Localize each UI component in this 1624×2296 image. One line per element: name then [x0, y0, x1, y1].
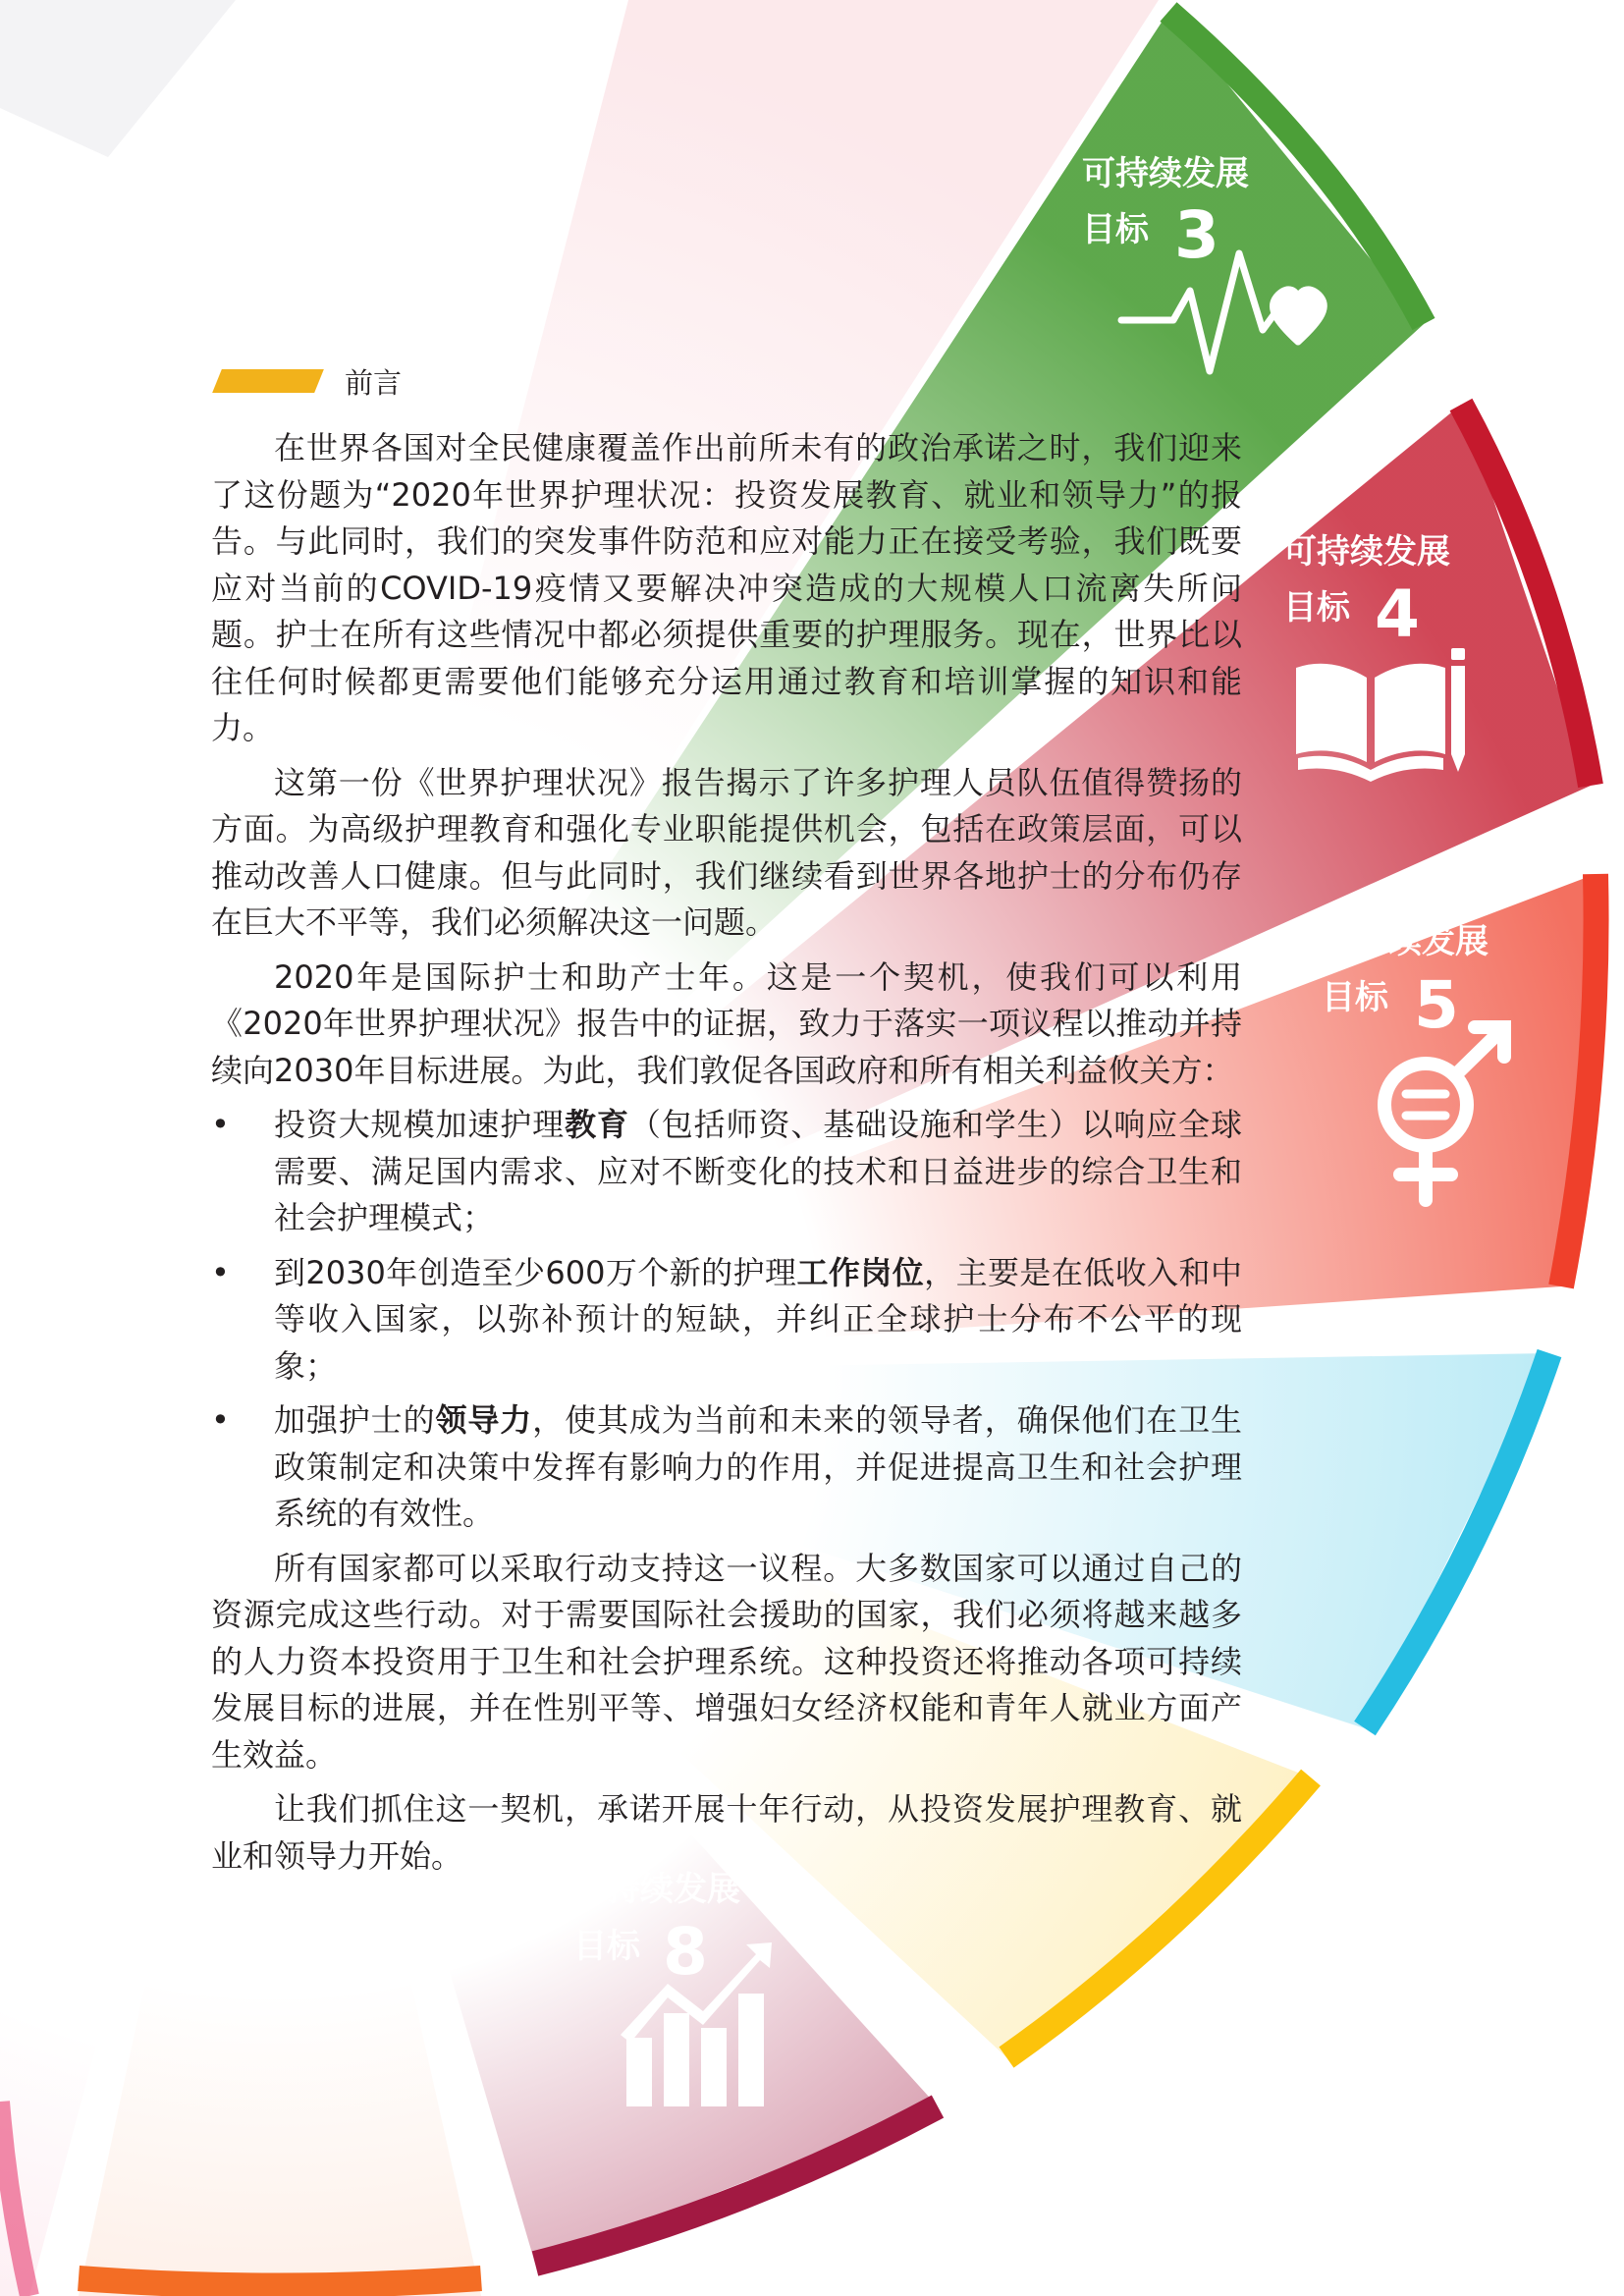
bold-keyword: 工作岗位: [796, 1253, 925, 1291]
bold-keyword: 领导力: [435, 1401, 533, 1439]
section-heading: [211, 361, 402, 401]
sdg4-prefix: 目标: [1283, 588, 1350, 628]
sdg4-label: 可持续发展: [1283, 532, 1450, 572]
paragraph-3: 2020年是国际护士和助产士年。这是一个契机，使我们可以利用《2020年世界护理状况》报告中的证据，致力于落实一项议程以推动并持续向2030年目标进展。为此，我们敦促各国政府和所有相关利益攸关方：: [211, 957, 1242, 1089]
bullet-dot: •: [211, 1253, 230, 1291]
sdg8-number: 8: [663, 1914, 708, 1990]
heading-text: 前言: [345, 365, 403, 400]
paragraph-4: 所有国家都可以采取行动支持这一议程。大多数国家可以通过自己的资源完成这些行动。对于需要国际社会援助的国家，我们必须将越来越多的人力资本投资用于卫生和社会护理系统。这种投资还将推动各项可持续发展目标的进展，并在性别平等、增强妇女经济权能和青年人就业方面产生效益。: [211, 1549, 1242, 1774]
sdg5-label: 可持续发展: [1322, 922, 1489, 961]
bullet-dot: •: [211, 1401, 230, 1439]
top-left-shape: [0, 0, 236, 157]
sdg3-prefix: 目标: [1082, 210, 1149, 249]
paragraph-2: 这第一份《世界护理状况》报告揭示了许多护理人员队伍值得赞扬的方面。为高级护理教育和强化专业职能提供机会，包括在政策层面，可以推动改善人口健康。但与此同时，我们继续看到世界各地护士的分布仍存在巨大不平等，我们必须解决这一问题。: [211, 763, 1242, 941]
bold-keyword: 教育: [565, 1106, 629, 1143]
sdg5-number: 5: [1414, 967, 1459, 1043]
paragraph-1: 在世界各国对全民健康覆盖作出前所未有的政治承诺之时，我们迎来了这份题为“2020年世界护理状况：投资发展教育、就业和领导力”的报告。与此同时，我们的突发事件防范和应对能力正在接受考验，我们既要应对当前的COVID-19疫情又要解决冲突造成的大规模人口流离失所问题。护士在所有这些情况中都必须提供重要的护理服务。现在，世界比以往任何时候都更需要他们能够充分运用通过教育和培训掌握的知识和能力。: [211, 429, 1242, 746]
arc-orange: [79, 2278, 481, 2286]
paragraph-5: 让我们抓住这一契机，承诺开展十年行动，从投资发展护理教育、就业和领导力开始。: [211, 1790, 1242, 1875]
sdg4-number: 4: [1375, 576, 1420, 652]
sdg3-label: 可持续发展: [1082, 154, 1249, 193]
sdg5-prefix: 目标: [1322, 978, 1388, 1017]
list-item: • 到2030年创造至少600万个新的护理工作岗位，主要是在低收入和中等收入国家，以弥补预计的短缺，并纠正全球护士分布不公平的现象；: [211, 1250, 1242, 1391]
bullet-dot: •: [211, 1106, 230, 1143]
heading-accent-bar: [212, 369, 324, 393]
list-item: • 投资大规模加速护理教育（包括师资、基础设施和学生）以响应全球需要、满足国内需求、应对不断变化的技术和日益进步的综合卫生和社会护理模式；: [211, 1102, 1242, 1242]
sdg3-number: 3: [1174, 197, 1219, 273]
sdg8-label: 可持续发展: [573, 1870, 740, 1909]
recommendation-list: [211, 1102, 1242, 1538]
list-item: • 加强护士的领导力，使其成为当前和未来的领导者，确保他们在卫生政策制定和决策中发挥有影响力的作用，并促进提高卫生和社会护理系统的有效性。: [211, 1397, 1242, 1538]
sdg8-prefix: 目标: [573, 1927, 640, 1966]
foreword-body: [211, 425, 1242, 1887]
